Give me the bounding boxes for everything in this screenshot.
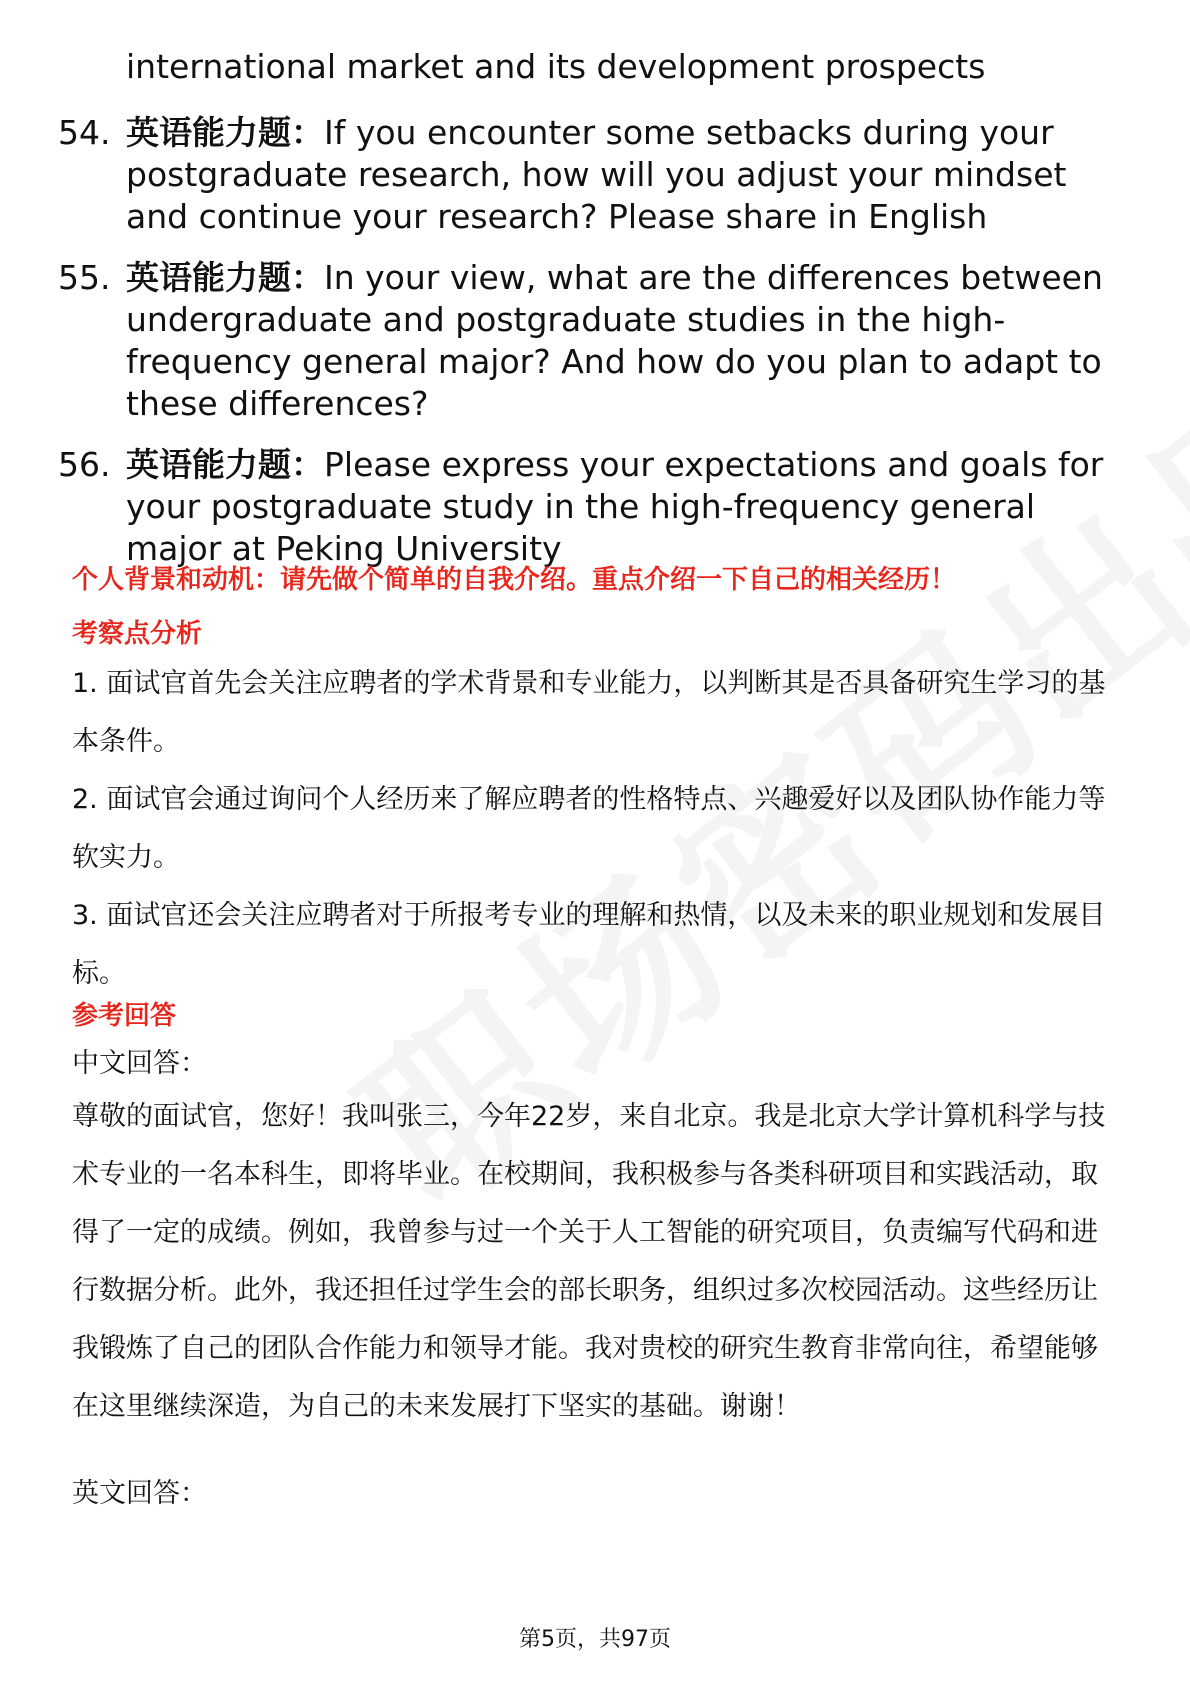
question-item — [58, 112, 1118, 238]
question-number: 56. — [58, 445, 111, 484]
question-body — [126, 444, 1118, 570]
question-text: In your view, what are the differences between undergraduate and postgraduate studies in the high-frequency general major? And how do you plan to adapt to these differences? — [126, 258, 1103, 423]
chinese-answer: 尊敬的面试官，您好！我叫张三，今年22岁，来自北京。我是北京大学计算机科学与技术专业的一名本科生，即将毕业。在校期间，我积极参与各类科研项目和实践活动，取得了一定的成绩。例如，我曾参与过一个关于人工智能的研究项目，负责编写代码和进行数据分析。此外，我还担任过学生会的部长职务，组织过多次校园活动。这些经历让我锻炼了自己的团队合作能力和领导才能。我对贵校的研究生教育非常向往，希望能够在这里继续深造，为自己的未来发展打下坚实的基础。谢谢！ — [72, 1101, 1106, 1422]
question-text: If you encounter some setbacks during your postgraduate research, how will you adjust your mindset and continue your research? Please share in English — [126, 113, 1067, 236]
question-number: 55. — [58, 258, 111, 297]
page-footer: 第5页，共97页 — [519, 1627, 671, 1652]
analysis-points — [72, 655, 1122, 1003]
analysis-point: 1. 面试官首先会关注应聘者的学术背景和专业能力，以判断其是否具备研究生学习的基本条件。 — [72, 668, 1106, 757]
main-heading: 个人背景和动机：请先做个简单的自我介绍。重点介绍一下自己的相关经历！ — [72, 565, 957, 595]
reference-heading: 参考回答 — [72, 1001, 177, 1031]
question-text: Please express your expectations and goals for your postgraduate study in the high-frequency general major at Peking University — [126, 445, 1104, 568]
question-continuation: international market and its development prospects — [126, 47, 986, 86]
question-item — [58, 444, 1118, 570]
question-body — [126, 257, 1118, 425]
question-tag: 英语能力题： — [126, 445, 324, 484]
question-tag: 英语能力题： — [126, 258, 324, 297]
question-body — [126, 112, 1118, 238]
question-list — [58, 112, 1118, 589]
analysis-point: 2. 面试官会通过询问个人经历来了解应聘者的性格特点、兴趣爱好以及团队协作能力等软实力。 — [72, 784, 1106, 873]
analysis-heading: 考察点分析 — [72, 619, 203, 649]
english-answer-label: 英文回答： — [72, 1478, 207, 1509]
analysis-point: 3. 面试官还会关注应聘者对于所报考专业的理解和热情，以及未来的职业规划和发展目标。 — [72, 900, 1106, 989]
question-tag: 英语能力题： — [126, 113, 324, 152]
question-item — [58, 257, 1118, 425]
question-number: 54. — [58, 113, 111, 152]
chinese-answer-label: 中文回答： — [72, 1048, 207, 1079]
